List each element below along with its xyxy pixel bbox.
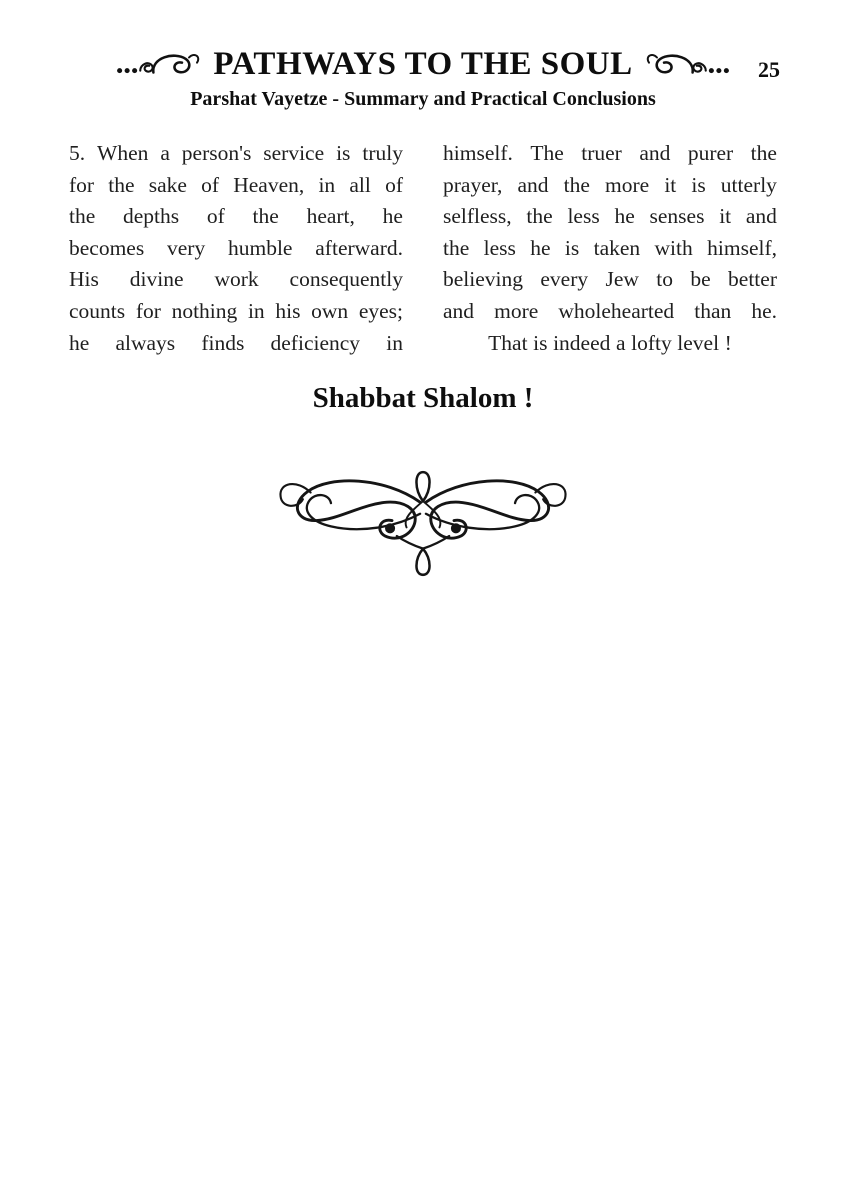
closing-greeting: Shabbat Shalom ! <box>312 382 534 415</box>
text-line: becomes very humble afterward. <box>69 235 403 260</box>
text-line: for the sake of Heaven, in all of <box>69 172 403 197</box>
text-line: counts for nothing in his own eyes; <box>69 298 403 323</box>
text-line: the less he is taken with himself, <box>443 235 777 260</box>
text-line: and more wholehearted than he. <box>443 298 777 323</box>
text-line: prayer, and the more it is utterly <box>443 172 777 197</box>
title-row <box>0 46 846 83</box>
right-column <box>443 138 777 359</box>
page-subtitle: Parshat Vayetze - Summary and Practical Conclusions <box>190 88 656 110</box>
header-flourish-right-icon <box>641 50 733 80</box>
text-line: himself. The truer and purer the <box>443 141 777 165</box>
text-line: 5. When a person's service is truly <box>69 141 403 165</box>
text-line: the depths of the heart, he <box>69 204 403 229</box>
header-flourish-left-icon <box>113 50 205 80</box>
text-line: believing every Jew to be better <box>443 267 777 292</box>
page-number: 25 <box>758 57 780 82</box>
text-line: he always finds deficiency in <box>69 330 403 355</box>
page-title: PATHWAYS TO THE SOUL <box>213 46 633 82</box>
text-line: That is indeed a lofty level ! <box>488 330 732 355</box>
text-line: selfless, the less he senses it and <box>443 204 777 229</box>
article-body <box>69 138 777 359</box>
page-header <box>0 0 846 111</box>
left-column <box>69 138 403 359</box>
calligraphic-divider-icon <box>268 465 578 580</box>
text-line: His divine work consequently <box>69 267 403 292</box>
